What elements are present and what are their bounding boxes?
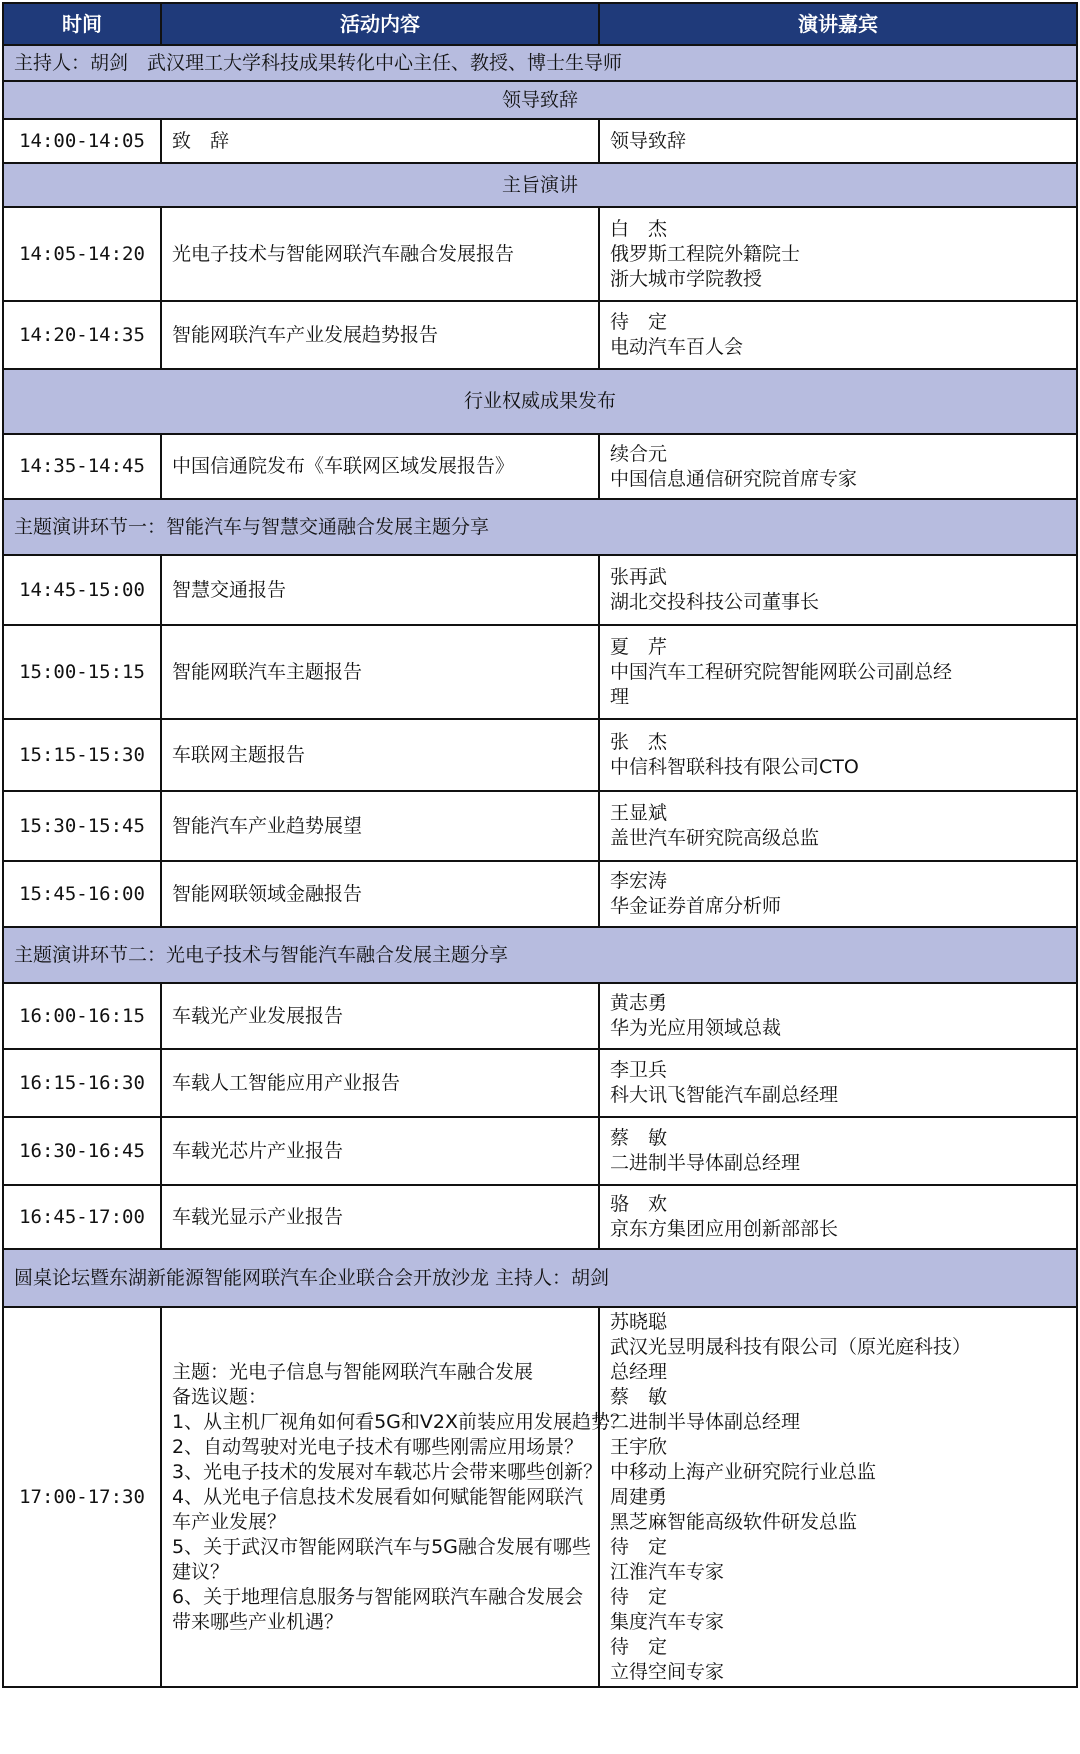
speaker-line: 蔡 敏 xyxy=(610,1127,668,1149)
section-title: 主题演讲环节二：光电子技术与智能汽车融合发展主题分享 xyxy=(3,927,1077,983)
session-time: 14:05-14:20 xyxy=(3,207,161,301)
session-time: 15:45-16:00 xyxy=(3,861,161,927)
session-topic xyxy=(161,861,599,927)
session-row xyxy=(3,791,1077,861)
topic-line: 致 辞 xyxy=(172,129,230,152)
topic-line: 智慧交通报告 xyxy=(172,578,287,601)
session-row xyxy=(3,1117,1077,1185)
session-row xyxy=(3,983,1077,1049)
speaker-line: 华为光应用领域总裁 xyxy=(610,1017,782,1039)
speaker-line: 科大讯飞智能汽车副总经理 xyxy=(610,1084,839,1106)
topic-line: 中国信通院发布《车联网区域发展报告》 xyxy=(172,455,515,477)
session-time: 14:35-14:45 xyxy=(3,434,161,499)
session-speaker xyxy=(599,791,1077,861)
topic-line: 车联网主题报告 xyxy=(172,743,306,766)
session-speaker xyxy=(599,434,1077,499)
session-speaker xyxy=(599,207,1077,301)
speaker-line: 待 定 xyxy=(610,1585,668,1608)
session-speaker xyxy=(599,861,1077,927)
header-speaker: 演讲嘉宾 xyxy=(599,3,1077,45)
session-row xyxy=(3,434,1077,499)
speaker-line: 领导致辞 xyxy=(610,129,687,152)
session-speaker xyxy=(599,119,1077,163)
session-time: 16:45-17:00 xyxy=(3,1185,161,1249)
speaker-line: 浙大城市学院教授 xyxy=(610,267,763,290)
topic-line: 建议？ xyxy=(172,1560,230,1583)
speaker-line: 中移动上海产业研究院行业总监 xyxy=(610,1460,877,1483)
speaker-line: 电动汽车百人会 xyxy=(610,336,744,358)
session-row xyxy=(3,625,1077,719)
section-header-row xyxy=(3,499,1077,555)
topic-line: 主题：光电子信息与智能网联汽车融合发展 xyxy=(172,1360,534,1383)
speaker-line: 白 杰 xyxy=(610,217,668,240)
speaker-line: 骆 欢 xyxy=(610,1193,668,1215)
speaker-line: 待 定 xyxy=(610,1535,668,1558)
session-speaker xyxy=(599,301,1077,369)
session-time: 14:45-15:00 xyxy=(3,555,161,625)
topic-line: 光电子技术与智能网联汽车融合发展报告 xyxy=(172,242,515,265)
session-topic xyxy=(161,1049,599,1117)
section-header-row xyxy=(3,927,1077,983)
topic-line: 智能网联汽车主题报告 xyxy=(172,660,363,683)
topic-line: 智能网联汽车产业发展趋势报告 xyxy=(172,323,439,346)
topic-line: 带来哪些产业机遇？ xyxy=(172,1610,344,1633)
session-topic xyxy=(161,791,599,861)
speaker-line: 江淮汽车专家 xyxy=(610,1560,725,1583)
topic-line: 2、自动驾驶对光电子技术有哪些刚需应用场景？ xyxy=(172,1435,584,1458)
session-topic xyxy=(161,625,599,719)
session-speaker xyxy=(599,719,1077,791)
session-topic xyxy=(161,119,599,163)
session-time: 14:20-14:35 xyxy=(3,301,161,369)
speaker-line: 王宇欣 xyxy=(610,1435,668,1458)
section-title: 领导致辞 xyxy=(3,81,1077,119)
speaker-line: 中国信息通信研究院首席专家 xyxy=(610,467,858,490)
session-time: 15:00-15:15 xyxy=(3,625,161,719)
session-topic xyxy=(161,1117,599,1185)
session-row xyxy=(3,861,1077,927)
session-speaker xyxy=(599,1049,1077,1117)
session-topic xyxy=(161,1185,599,1249)
host-row xyxy=(3,45,1077,81)
session-speaker xyxy=(599,555,1077,625)
session-speaker xyxy=(599,1185,1077,1249)
agenda-table xyxy=(2,2,1078,1688)
session-row xyxy=(3,1185,1077,1249)
session-row xyxy=(3,1049,1077,1117)
host-info: 主持人：胡剑 武汉理工大学科技成果转化中心主任、教授、博士生导师 xyxy=(3,45,1077,81)
section-title: 主题演讲环节一：智能汽车与智慧交通融合发展主题分享 xyxy=(3,499,1077,555)
topic-line: 车产业发展？ xyxy=(172,1510,287,1533)
session-time: 16:00-16:15 xyxy=(3,983,161,1049)
speaker-line: 李宏涛 xyxy=(610,870,668,892)
session-speaker xyxy=(599,1307,1077,1687)
speaker-line: 苏晓聪 xyxy=(610,1310,668,1333)
session-time: 17:00-17:30 xyxy=(3,1307,161,1687)
speaker-line: 立得空间专家 xyxy=(610,1660,725,1683)
speaker-line: 黑芝麻智能高级软件研发总监 xyxy=(610,1510,858,1533)
topic-line: 备选议题： xyxy=(172,1385,268,1408)
session-row xyxy=(3,555,1077,625)
topic-line: 车载人工智能应用产业报告 xyxy=(172,1071,401,1094)
speaker-line: 湖北交投科技公司董事长 xyxy=(610,591,820,613)
session-speaker xyxy=(599,983,1077,1049)
session-topic xyxy=(161,301,599,369)
header-content: 活动内容 xyxy=(161,3,599,45)
topic-line: 5、关于武汉市智能网联汽车与5G融合发展有哪些 xyxy=(172,1535,591,1558)
speaker-line: 二进制半导体副总经理 xyxy=(610,1152,801,1174)
session-row xyxy=(3,1307,1077,1687)
session-time: 14:00-14:05 xyxy=(3,119,161,163)
topic-line: 车载光产业发展报告 xyxy=(172,1004,344,1027)
topic-line: 3、光电子技术的发展对车载芯片会带来哪些创新？ xyxy=(172,1460,603,1483)
session-topic xyxy=(161,434,599,499)
session-row xyxy=(3,207,1077,301)
speaker-line: 俄罗斯工程院外籍院士 xyxy=(610,242,801,265)
session-row xyxy=(3,301,1077,369)
speaker-line: 待 定 xyxy=(610,1635,668,1658)
session-topic xyxy=(161,983,599,1049)
section-header-row xyxy=(3,1249,1077,1307)
session-time: 15:30-15:45 xyxy=(3,791,161,861)
speaker-line: 理 xyxy=(610,685,630,708)
speaker-line: 张 杰 xyxy=(610,731,668,753)
session-row xyxy=(3,719,1077,791)
speaker-line: 王显斌 xyxy=(610,802,668,824)
speaker-line: 京东方集团应用创新部部长 xyxy=(610,1218,839,1240)
speaker-line: 续合元 xyxy=(610,442,668,465)
speaker-line: 总经理 xyxy=(610,1360,668,1383)
speaker-line: 待 定 xyxy=(610,311,668,333)
speaker-line: 集度汽车专家 xyxy=(610,1610,725,1633)
section-header-row xyxy=(3,163,1077,207)
topic-line: 6、关于地理信息服务与智能网联汽车融合发展会 xyxy=(172,1585,584,1608)
topic-line: 1、从主机厂视角如何看5G和V2X前装应用发展趋势？ xyxy=(172,1410,630,1433)
header-time: 时间 xyxy=(3,3,161,45)
section-title: 圆桌论坛暨东湖新能源智能网联汽车企业联合会开放沙龙 主持人：胡剑 xyxy=(3,1249,1077,1307)
session-row xyxy=(3,119,1077,163)
topic-line: 车载光芯片产业报告 xyxy=(172,1139,344,1162)
topic-line: 智能汽车产业趋势展望 xyxy=(172,814,363,837)
session-speaker xyxy=(599,625,1077,719)
topic-line: 4、从光电子信息技术发展看如何赋能智能网联汽 xyxy=(172,1485,584,1508)
session-topic xyxy=(161,1307,630,1687)
speaker-line: 蔡 敏 xyxy=(610,1385,668,1408)
session-time: 15:15-15:30 xyxy=(3,719,161,791)
session-topic xyxy=(161,555,599,625)
session-topic xyxy=(161,719,599,791)
section-header-row xyxy=(3,369,1077,434)
speaker-line: 盖世汽车研究院高级总监 xyxy=(610,827,820,849)
session-topic xyxy=(161,207,599,301)
speaker-line: 中国汽车工程研究院智能网联公司副总经 xyxy=(610,660,953,683)
section-title: 主旨演讲 xyxy=(3,163,1077,207)
speaker-line: 李卫兵 xyxy=(610,1059,668,1081)
topic-line: 车载光显示产业报告 xyxy=(172,1205,344,1228)
speaker-line: 黄志勇 xyxy=(610,992,668,1014)
section-header-row xyxy=(3,81,1077,119)
speaker-line: 中信科智联科技有限公司CTO xyxy=(610,756,859,778)
speaker-line: 二进制半导体副总经理 xyxy=(610,1410,801,1433)
speaker-line: 周建勇 xyxy=(610,1485,668,1508)
speaker-line: 武汉光昱明晟科技有限公司（原光庭科技） xyxy=(610,1335,972,1358)
session-time: 16:15-16:30 xyxy=(3,1049,161,1117)
session-speaker xyxy=(599,1117,1077,1185)
session-time: 16:30-16:45 xyxy=(3,1117,161,1185)
speaker-line: 张再武 xyxy=(610,566,668,588)
speaker-line: 夏 芹 xyxy=(610,635,668,658)
speaker-line: 华金证券首席分析师 xyxy=(610,895,782,917)
topic-line: 智能网联领域金融报告 xyxy=(172,882,363,905)
section-title: 行业权威成果发布 xyxy=(3,369,1077,434)
header-row xyxy=(3,3,1077,45)
